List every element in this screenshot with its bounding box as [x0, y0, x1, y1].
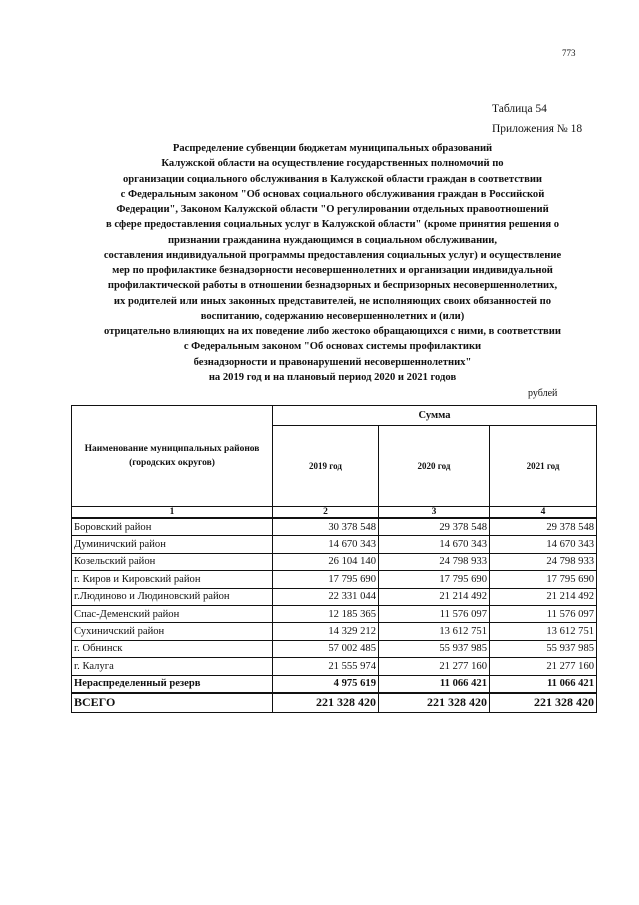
column-number: 4 — [490, 507, 597, 519]
district-name: г. Калуга — [72, 658, 273, 675]
title-line: их родителей или иных законных представителей, не исполняющих своих обязанностей по — [113, 295, 552, 307]
total-2021: 221 328 420 — [490, 693, 597, 713]
table-number: Таблица 54 — [492, 103, 547, 115]
value-2020: 14 670 343 — [379, 536, 490, 553]
value-2021: 21 277 160 — [490, 658, 597, 675]
value-2019: 12 185 365 — [273, 605, 379, 622]
value-2019: 14 670 343 — [273, 536, 379, 553]
district-name: Боровский район — [72, 518, 273, 536]
value-2021: 21 214 492 — [490, 588, 597, 605]
title-line: Федерации", Законом Калужской области "О регулировании отдельных правоотношений — [116, 204, 549, 215]
title-line: Калужской области на осуществление государственных полномочий по — [161, 158, 504, 170]
title-line: в сфере предоставления социальных услуг в Калужской области" (кроме принятия решения о — [105, 219, 560, 231]
header-name: Наименование муниципальных районов (городских округов) — [72, 406, 273, 507]
title-line: с Федеральным законом "Об основах системы профилактики — [183, 341, 482, 353]
value-2021: 24 798 933 — [490, 553, 597, 570]
subvention-table — [71, 405, 597, 713]
title-line: мер по профилактике безнадзорности несовершеннолетних и организации индивидуальной — [112, 265, 553, 276]
value-2020: 29 378 548 — [379, 518, 490, 536]
value-2019: 14 329 212 — [273, 623, 379, 640]
value-2021: 29 378 548 — [490, 518, 597, 536]
appendix-label: Приложения № 18 — [492, 123, 583, 135]
header-year-2019: 2019 год — [273, 425, 379, 506]
district-name: Козельский район — [72, 553, 273, 570]
table-row — [72, 640, 597, 657]
value-2019: 57 002 485 — [273, 640, 379, 657]
title-line: организации социального обслуживания в Калужской области граждан в соответствии — [122, 173, 543, 185]
reserve-row — [72, 675, 597, 693]
value-2019: 21 555 974 — [273, 658, 379, 675]
district-name: г.Людиново и Людиновский район — [72, 588, 273, 605]
reserve-2020: 11 066 421 — [379, 675, 490, 693]
document-title — [60, 141, 605, 385]
table-row — [72, 571, 597, 588]
page-number: 773 — [562, 48, 576, 58]
value-2020: 21 277 160 — [379, 658, 490, 675]
district-name: г. Киров и Кировский район — [72, 571, 273, 588]
title-line: на 2019 год и на плановый период 2020 и 2021 годов — [208, 371, 457, 383]
column-number: 1 — [72, 507, 273, 519]
currency-unit: рублей — [528, 388, 558, 399]
column-number-row — [72, 507, 597, 519]
table-row — [72, 623, 597, 640]
title-line: составления индивидуальной программы предоставления социальных услуг) и осуществление — [103, 249, 562, 261]
value-2019: 22 331 044 — [273, 588, 379, 605]
total-label: ВСЕГО — [72, 693, 273, 713]
table-row — [72, 553, 597, 570]
value-2020: 13 612 751 — [379, 623, 490, 640]
value-2021: 13 612 751 — [490, 623, 597, 640]
table-row — [72, 588, 597, 605]
value-2021: 14 670 343 — [490, 536, 597, 553]
column-number: 2 — [273, 507, 379, 519]
value-2019: 26 104 140 — [273, 553, 379, 570]
title-line: профилактической работы в отношении безнадзорных и беспризорных несовершеннолетних, — [107, 280, 558, 292]
total-row — [72, 693, 597, 713]
value-2020: 17 795 690 — [379, 571, 490, 588]
table-row — [72, 518, 597, 536]
header-sum: Сумма — [273, 406, 597, 426]
title-line: отрицательно влияющих на их поведение либо жестоко обращающихся с ними, в соответствии — [104, 326, 561, 337]
value-2021: 55 937 985 — [490, 640, 597, 657]
value-2020: 55 937 985 — [379, 640, 490, 657]
header-year-2021: 2021 год — [490, 425, 597, 506]
title-line: безнадзорности и правонарушений несовершеннолетних" — [193, 356, 472, 368]
district-name: Сухиничский район — [72, 623, 273, 640]
value-2021: 17 795 690 — [490, 571, 597, 588]
table-row — [72, 605, 597, 622]
value-2020: 24 798 933 — [379, 553, 490, 570]
title-line: Распределение субвенции бюджетам муниципальных образований — [172, 143, 493, 154]
total-2020: 221 328 420 — [379, 693, 490, 713]
value-2021: 11 576 097 — [490, 605, 597, 622]
reserve-2019: 4 975 619 — [273, 675, 379, 693]
value-2019: 17 795 690 — [273, 571, 379, 588]
column-number: 3 — [379, 507, 490, 519]
value-2019: 30 378 548 — [273, 518, 379, 536]
table-row — [72, 536, 597, 553]
value-2020: 21 214 492 — [379, 588, 490, 605]
title-line: воспитанию, содержанию несовершеннолетних и (или) — [200, 310, 465, 322]
total-2019: 221 328 420 — [273, 693, 379, 713]
district-name: Думиничский район — [72, 536, 273, 553]
title-line: с Федеральным законом "Об основах социального обслуживания граждан в Российской — [120, 188, 545, 200]
title-line: признании гражданина нуждающимся в социальном обслуживании, — [167, 234, 498, 246]
district-name: Спас-Деменский район — [72, 605, 273, 622]
header-year-2020: 2020 год — [379, 425, 490, 506]
table-row — [72, 658, 597, 675]
district-name: г. Обнинск — [72, 640, 273, 657]
reserve-2021: 11 066 421 — [490, 675, 597, 693]
reserve-label: Нераспределенный резерв — [72, 675, 273, 693]
value-2020: 11 576 097 — [379, 605, 490, 622]
